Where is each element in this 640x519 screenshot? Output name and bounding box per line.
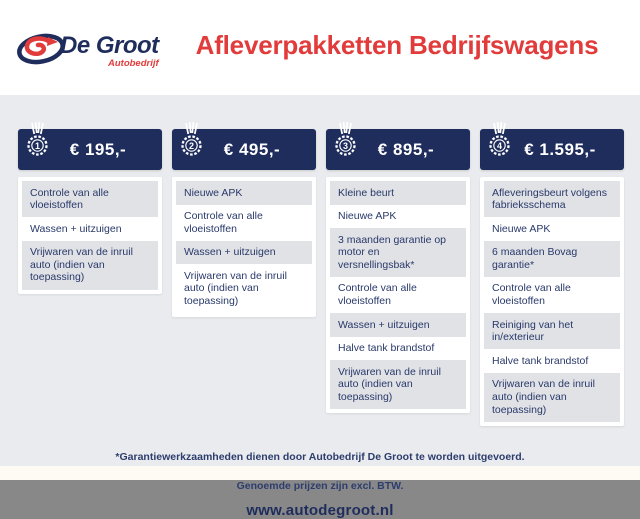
package-price: € 895,- bbox=[377, 139, 435, 159]
brand-logo bbox=[14, 27, 172, 69]
brand-logo-text bbox=[60, 34, 159, 69]
page-title: Afleverpakketten Bedrijfswagens bbox=[195, 30, 599, 60]
package-price-header bbox=[480, 129, 624, 170]
package-item: Nieuwe APK bbox=[338, 210, 397, 223]
package-item: 3 maanden garantie op motor en versnellingsbak* bbox=[330, 228, 466, 277]
website-url: www.autodegroot.nl bbox=[246, 502, 394, 519]
brand-subtitle: Autobedrijf bbox=[108, 58, 159, 69]
package-item: Wassen + uitzuigen bbox=[30, 222, 122, 235]
package-column bbox=[326, 129, 470, 413]
package-price: € 195,- bbox=[69, 139, 127, 159]
package-items-card bbox=[172, 177, 316, 317]
content-area bbox=[0, 95, 640, 519]
medal-icon bbox=[332, 122, 359, 159]
package-item: Nieuwe APK bbox=[492, 222, 551, 235]
medal-number: 2 bbox=[188, 141, 195, 151]
package-items-card bbox=[326, 177, 470, 413]
footer-note-line: Genoemde prijzen zijn excl. BTW. bbox=[236, 479, 404, 492]
package-item: Controle van alle vloeistoffen bbox=[184, 210, 263, 235]
top-header bbox=[0, 0, 640, 95]
package-item: Vrijwaren van de inruil auto (indien van toepassing) bbox=[22, 241, 158, 290]
bottom-strip bbox=[0, 466, 640, 480]
package-price-header bbox=[18, 129, 162, 170]
medal-icon bbox=[178, 122, 205, 159]
package-items-card bbox=[480, 177, 624, 426]
package-item: Kleine beurt bbox=[330, 181, 466, 205]
package-item: Vrijwaren van de inruil auto (indien van toepassing) bbox=[484, 373, 620, 422]
footer-note-line: *Garantiewerkzaamheden dienen door Autobedrijf De Groot te worden uitgevoerd. bbox=[115, 450, 525, 463]
package-item: 6 maanden Bovag garantie* bbox=[484, 241, 620, 277]
package-item: Nieuwe APK bbox=[176, 181, 312, 205]
medal-number: 1 bbox=[34, 141, 41, 151]
package-item: Reiniging van het in/exterieur bbox=[484, 313, 620, 349]
package-item: Wassen + uitzuigen bbox=[330, 313, 466, 337]
package-items-card bbox=[18, 177, 162, 294]
package-item: Afleveringsbeurt volgens fabrieksschema bbox=[484, 181, 620, 217]
medal-number: 3 bbox=[342, 141, 349, 151]
package-item: Controle van alle vloeistoffen bbox=[492, 282, 571, 308]
package-item: Controle van alle vloeistoffen bbox=[22, 181, 158, 217]
packages-row bbox=[0, 95, 640, 426]
package-price: € 1.595,- bbox=[524, 139, 596, 159]
package-item: Controle van alle vloeistoffen bbox=[338, 282, 417, 308]
package-price: € 495,- bbox=[223, 139, 281, 159]
medal-number: 4 bbox=[496, 141, 503, 151]
package-price-header bbox=[172, 129, 316, 170]
package-column bbox=[480, 129, 624, 426]
package-column bbox=[172, 129, 316, 317]
medal-icon bbox=[486, 122, 513, 159]
package-column bbox=[18, 129, 162, 294]
package-price-header bbox=[326, 129, 470, 170]
medal-icon bbox=[24, 122, 51, 159]
package-item: Vrijwaren van de inruil auto (indien van toepassing) bbox=[184, 269, 287, 308]
package-item: Halve tank brandstof bbox=[338, 342, 435, 355]
package-item: Halve tank brandstof bbox=[492, 354, 589, 367]
package-item: Vrijwaren van de inruil auto (indien van toepassing) bbox=[330, 360, 466, 409]
brand-name: De Groot bbox=[60, 32, 159, 59]
package-item: Wassen + uitzuigen bbox=[176, 241, 312, 265]
